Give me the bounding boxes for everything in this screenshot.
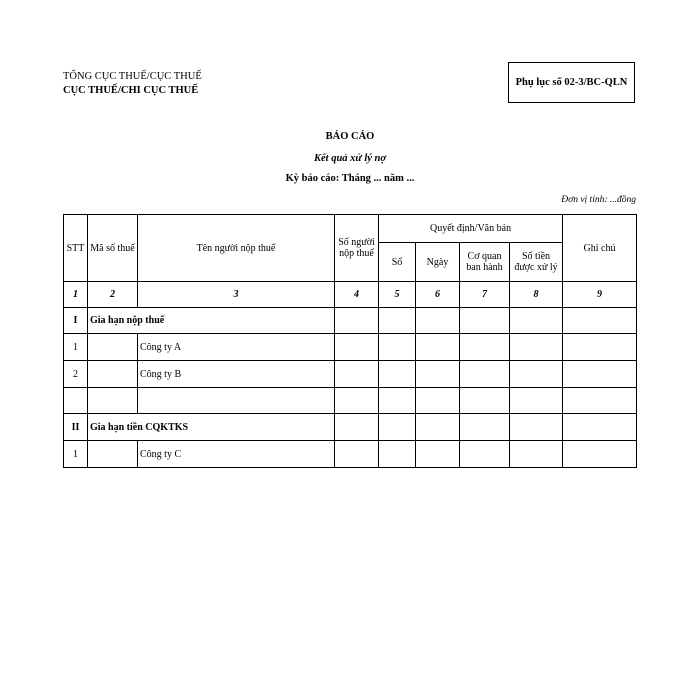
- row-stt: 1: [64, 441, 88, 468]
- taxpayer-name: Công ty B: [138, 361, 335, 388]
- table-row: [64, 441, 637, 468]
- header-note: Ghi chú: [563, 215, 637, 282]
- report-period: Kỳ báo cáo: Tháng ... năm ...: [285, 173, 415, 184]
- column-number: 9: [563, 282, 637, 308]
- table-row: [64, 361, 637, 388]
- agency-line-1: TỔNG CỤC THUẾ/CỤC THUẾ: [63, 71, 202, 82]
- row-stt: 1: [64, 334, 88, 361]
- table-row: [64, 388, 637, 414]
- taxpayer-name: Công ty A: [138, 334, 335, 361]
- section-stt: II: [64, 414, 88, 441]
- header-amount: Số tiền được xử lý: [510, 243, 563, 282]
- section-stt: I: [64, 308, 88, 334]
- taxpayer-name: Công ty C: [138, 441, 335, 468]
- header-taxpayer-name: Tên người nộp thuế: [138, 215, 335, 282]
- header-stt: STT: [64, 215, 88, 282]
- report-subtitle: Kết quả xử lý nợ: [313, 153, 386, 164]
- row-stt: 2: [64, 361, 88, 388]
- section-row: [64, 414, 637, 441]
- column-number: 7: [460, 282, 510, 308]
- column-number: 3: [138, 282, 335, 308]
- header-issuing-agency: Cơ quan ban hành: [460, 243, 510, 282]
- issuing-agency: [63, 70, 202, 98]
- header-decision-date: Ngày: [416, 243, 460, 282]
- column-number: 6: [416, 282, 460, 308]
- section-label: Gia hạn tiền CQKTKS: [88, 414, 335, 441]
- column-number: 8: [510, 282, 563, 308]
- header-taxpayer-count: Số người nộp thuế: [335, 215, 379, 282]
- header-decision-number: Số: [379, 243, 416, 282]
- report-table: [63, 214, 637, 468]
- column-number: 5: [379, 282, 416, 308]
- agency-line-2: CỤC THUẾ/CHI CỤC THUẾ: [63, 85, 199, 96]
- column-number: 2: [88, 282, 138, 308]
- column-number-row: [64, 282, 637, 308]
- table-row: [64, 334, 637, 361]
- report-title: BÁO CÁO: [325, 131, 375, 142]
- section-label: Gia hạn nộp thuế: [88, 308, 335, 334]
- annex-label: Phụ lục số 02-3/BC-QLN: [508, 62, 635, 103]
- column-number: 1: [64, 282, 88, 308]
- column-number: 4: [335, 282, 379, 308]
- header-tax-code: Mã số thuế: [88, 215, 138, 282]
- unit-label: Đơn vị tính: ...đồng: [561, 195, 636, 205]
- header-decision: Quyết định/Văn bản: [379, 215, 563, 243]
- section-row: [64, 308, 637, 334]
